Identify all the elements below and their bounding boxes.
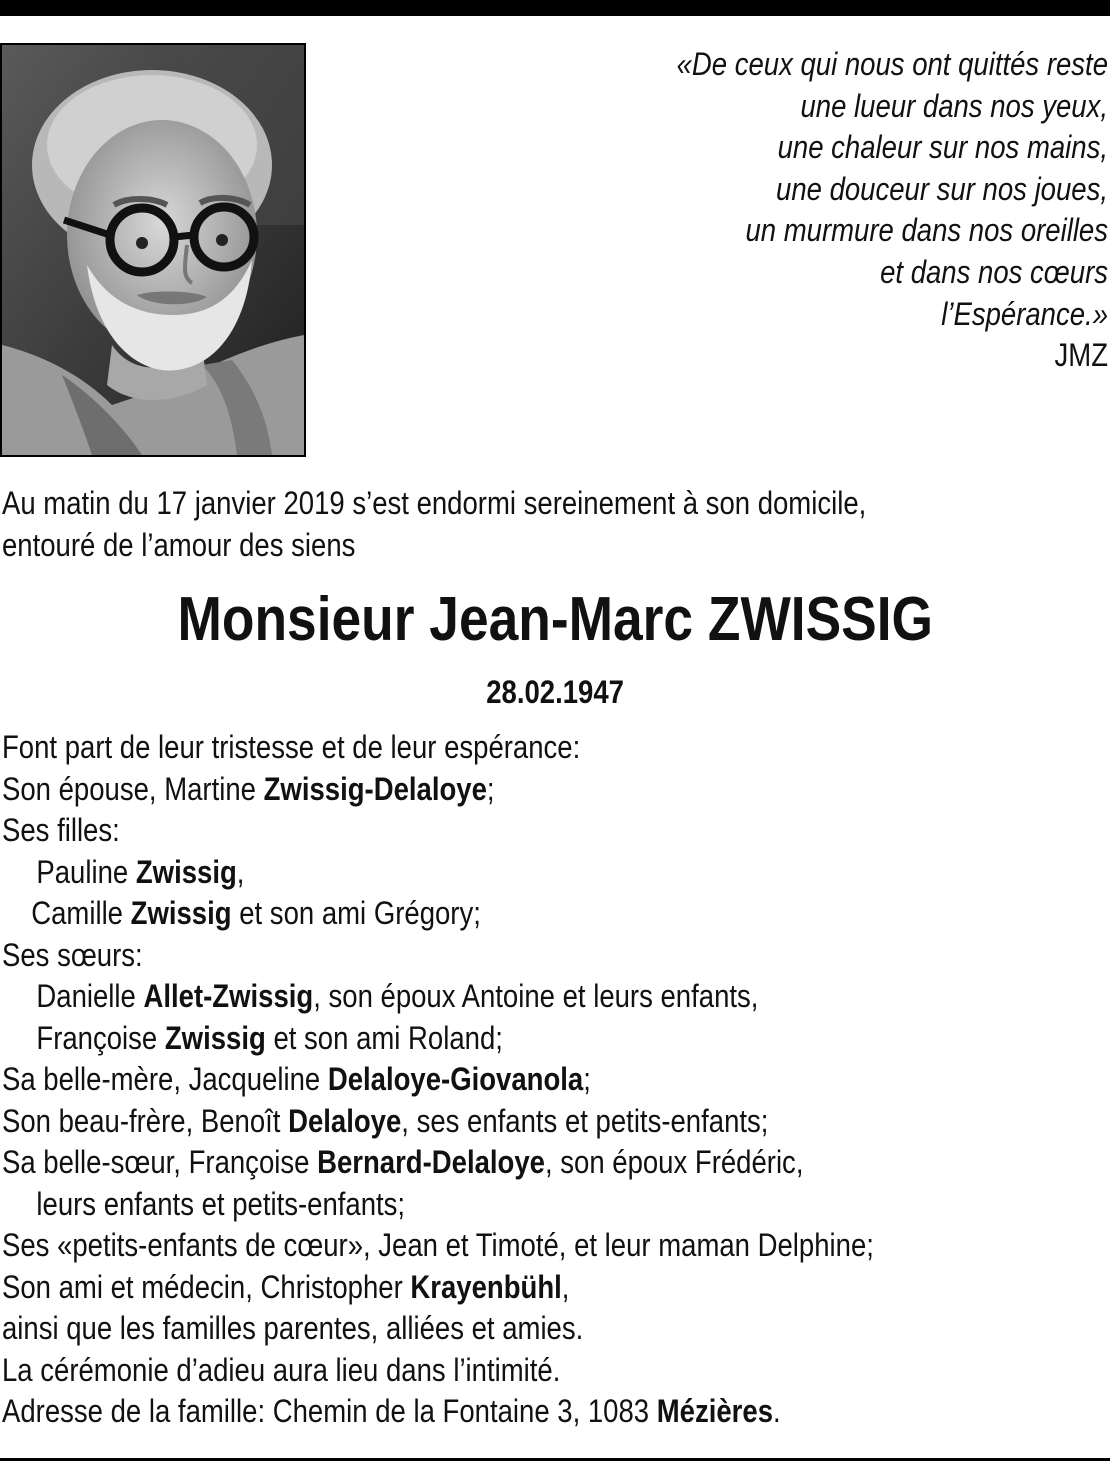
family-row (2, 1059, 1110, 1101)
poem-line: «De ceux qui nous ont quittés reste (676, 46, 1108, 82)
family-row (2, 1142, 1110, 1184)
deceased-name (0, 585, 1110, 655)
poem-line: l’Espérance.» (941, 295, 1108, 332)
family-row (2, 1101, 1110, 1143)
family-text: , son époux Antoine et leurs enfants, (313, 978, 759, 1014)
intro-line: entouré de l’amour des siens (2, 527, 356, 563)
intro-text (2, 482, 1094, 566)
family-text: Son épouse, Martine (2, 770, 264, 807)
family-row (2, 1267, 1110, 1309)
intro-line: Au matin du 17 janvier 2019 s’est endormi sereinement à son domicile, (2, 485, 867, 521)
top-rule (0, 0, 1110, 16)
family-row: La cérémonie d’adieu aura lieu dans l’intimité. (2, 1351, 561, 1388)
family-row (2, 769, 1110, 811)
family-text: et son ami Roland; (265, 1019, 503, 1056)
family-row: ainsi que les familles parentes, alliées et amies. (2, 1310, 584, 1346)
birth-date (0, 672, 1110, 712)
family-row (2, 852, 1110, 894)
family-text: Pauline (36, 853, 136, 890)
family-surname: Zwissig-Delaloye (263, 770, 487, 807)
family-text: , (236, 853, 245, 890)
family-row: leurs enfants et petits-enfants; (36, 1185, 406, 1222)
poem-line: et dans nos cœurs (880, 253, 1108, 290)
family-row (2, 893, 1110, 935)
family-row: Font part de leur tristesse et de leur espérance: (2, 729, 581, 765)
family-text: et son ami Grégory; (231, 895, 481, 931)
family-text: , ses enfants et petits-enfants; (401, 1102, 769, 1139)
family-text: Sa belle-mère, Jacqueline (2, 1061, 328, 1097)
family-row (2, 1018, 1110, 1060)
portrait-photo (0, 43, 306, 457)
family-row: Ses «petits-enfants de cœur», Jean et Timoté, et leur maman Delphine; (2, 1227, 874, 1263)
family-row (2, 976, 1110, 1018)
family-text: Adresse de la famille: Chemin de la Fontaine 3, 1083 (2, 1393, 657, 1429)
family-surname: Bernard-Delaloye (317, 1144, 545, 1180)
family-text: Françoise (36, 1019, 165, 1056)
family-text: , son époux Frédéric, (544, 1144, 804, 1180)
portrait-illustration (2, 45, 304, 455)
family-text: . (773, 1393, 781, 1429)
poem-line: une lueur dans nos yeux, (800, 87, 1108, 124)
family-row (2, 1391, 1110, 1433)
family-surname: Delaloye-Giovanola (327, 1061, 584, 1097)
family-list (2, 727, 1110, 1433)
poem-line: une chaleur sur nos mains, (777, 129, 1108, 166)
family-surname: Zwissig (164, 1019, 266, 1056)
family-surname: Delaloye (288, 1102, 402, 1139)
family-row: Ses filles: (2, 812, 120, 848)
family-text: ; (486, 770, 495, 807)
family-text: Son ami et médecin, Christopher (2, 1268, 411, 1305)
family-surname: Krayenbühl (410, 1268, 562, 1305)
family-text: , (561, 1268, 570, 1305)
family-surname: Zwissig (130, 895, 232, 931)
family-text: Sa belle-sœur, Françoise (2, 1144, 318, 1180)
poem-signature: JMZ (1054, 337, 1108, 374)
memorial-poem (575, 44, 1108, 377)
family-text: Son beau-frère, Benoît (2, 1102, 289, 1139)
poem-line: un murmure dans nos oreilles (745, 212, 1108, 249)
family-text: Camille (31, 895, 131, 931)
family-text: ; (583, 1061, 591, 1097)
bottom-rule (0, 1458, 1110, 1461)
family-row: Ses sœurs: (2, 936, 143, 973)
poem-line: une douceur sur nos joues, (776, 170, 1108, 207)
family-text: Danielle (36, 978, 144, 1014)
family-surname: Allet-Zwissig (143, 978, 314, 1014)
family-surname: Zwissig (135, 853, 237, 890)
deceased-name-text: Monsieur Jean-Marc ZWISSIG (177, 585, 933, 654)
family-town: Mézières (656, 1393, 774, 1429)
birth-date-text: 28.02.1947 (486, 674, 624, 710)
